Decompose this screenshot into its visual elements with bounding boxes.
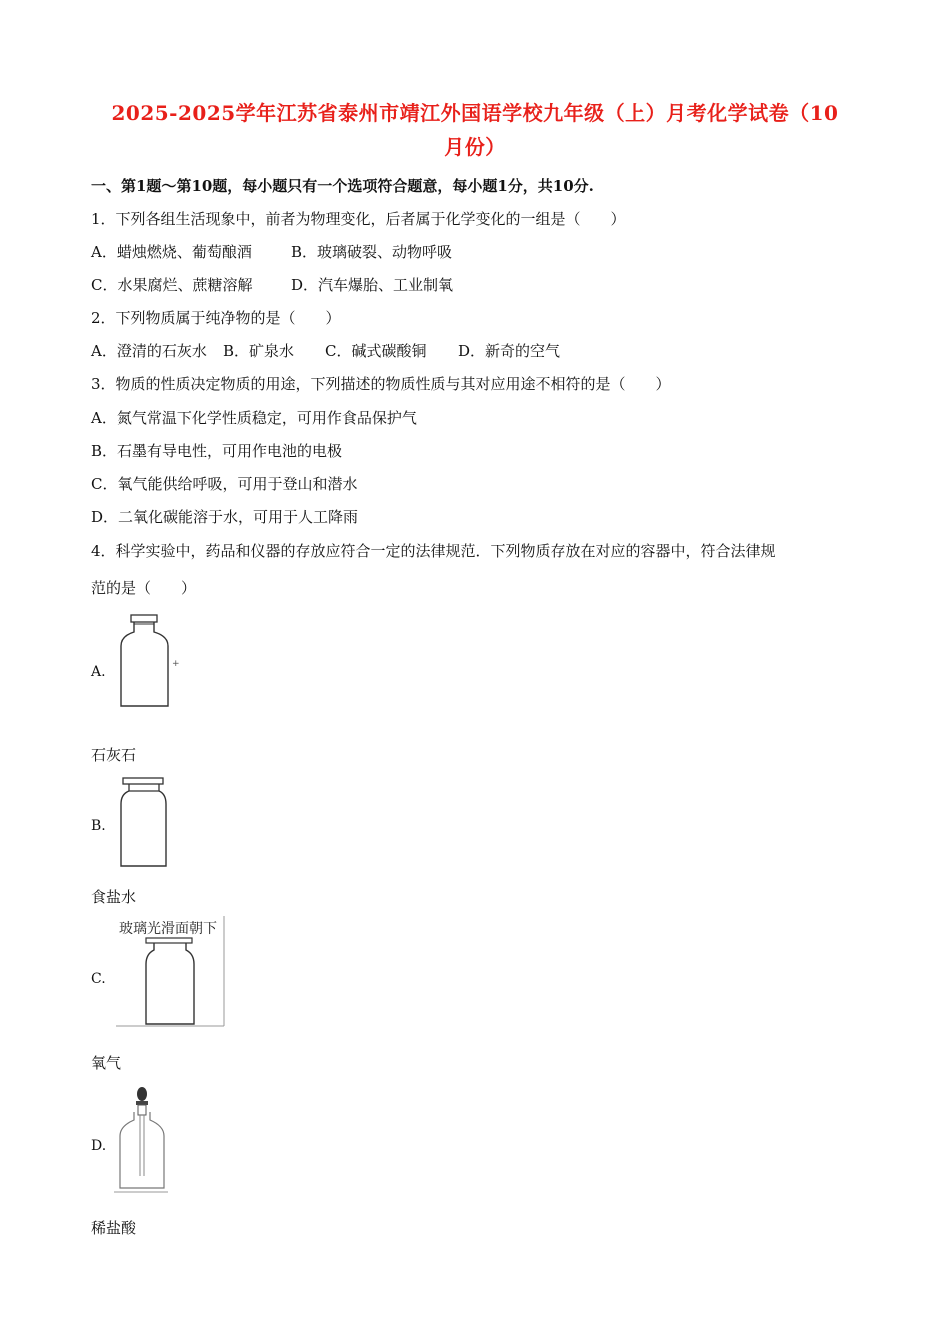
gas-collecting-bottle-icon (114, 914, 228, 1030)
question-3-option-a: A．氮气常温下化学性质稳定，可用作食品保护气 (91, 409, 417, 427)
question-1-option-b: B．玻璃破裂、动物呼吸 (291, 243, 453, 261)
question-2-option-a: A．澄清的石灰水 (91, 342, 207, 360)
question-3-option-c: C．氧气能供给呼吸，可用于登山和潜水 (91, 475, 358, 493)
question-2-stem: 2．下列物质属于纯净物的是（ ） (91, 309, 341, 327)
question-4-option-b-caption: 食盐水 (91, 888, 137, 906)
question-4-option-a-caption: 石灰石 (91, 746, 137, 764)
svg-text:+: + (172, 659, 180, 669)
glass-plate-note: 玻璃光滑面朝下 (119, 921, 217, 937)
question-4-stem-line-2: 范的是（ ） (91, 579, 197, 597)
question-4-option-b-label: B. (91, 818, 106, 834)
dropper-bottle-icon (112, 1084, 172, 1196)
question-3-stem: 3．物质的性质决定物质的用途，下列描述的物质性质与其对应用途不相符的是（ ） (91, 375, 671, 393)
question-1-option-c: C．水果腐烂、蔗糖溶解 (91, 276, 253, 294)
question-2-option-b: B．矿泉水 (223, 342, 295, 360)
section-heading: 一、第1题～第10题，每小题只有一个选项符合题意，每小题1分，共10分. (91, 177, 594, 195)
question-4-option-d-caption: 稀盐酸 (91, 1219, 137, 1237)
title-line-1: 2025-2025学年江苏省泰州市靖江外国语学校九年级（上）月考化学试卷（10 (111, 101, 839, 125)
question-1-options-row-1 (91, 242, 452, 262)
question-3-option-d: D．二氧化碳能溶于水，可用于人工降雨 (91, 508, 359, 526)
question-4-option-a-label: A. (91, 664, 106, 680)
question-1-stem: 1．下列各组生活现象中，前者为物理变化，后者属于化学变化的一组是（ ） (91, 210, 626, 228)
exam-title (60, 96, 890, 164)
question-1-option-a: A．蜡烛燃烧、葡萄酿酒 (91, 243, 252, 261)
title-line-2: 月份） (444, 135, 506, 159)
question-3-option-b: B．石墨有导电性，可用作电池的电极 (91, 442, 343, 460)
question-2-option-d: D．新奇的空气 (458, 342, 561, 360)
question-2-option-c: C．碱式碳酸铜 (325, 342, 427, 360)
narrow-mouth-bottle-icon (114, 774, 174, 872)
question-2-options (91, 341, 560, 361)
question-4-stem-line-1: 4．科学实验中，药品和仪器的存放应符合一定的法律规范．下列物质存放在对应的容器中，符合法律规 (91, 542, 776, 560)
wide-mouth-bottle-icon (112, 612, 182, 712)
question-4-option-d-label: D. (91, 1138, 107, 1154)
question-1-options-row-2 (91, 275, 453, 295)
question-4-option-c-caption: 氧气 (91, 1054, 122, 1072)
question-4-option-c-label: C. (91, 971, 106, 987)
question-1-option-d: D．汽车爆胎、工业制氧 (291, 276, 454, 294)
